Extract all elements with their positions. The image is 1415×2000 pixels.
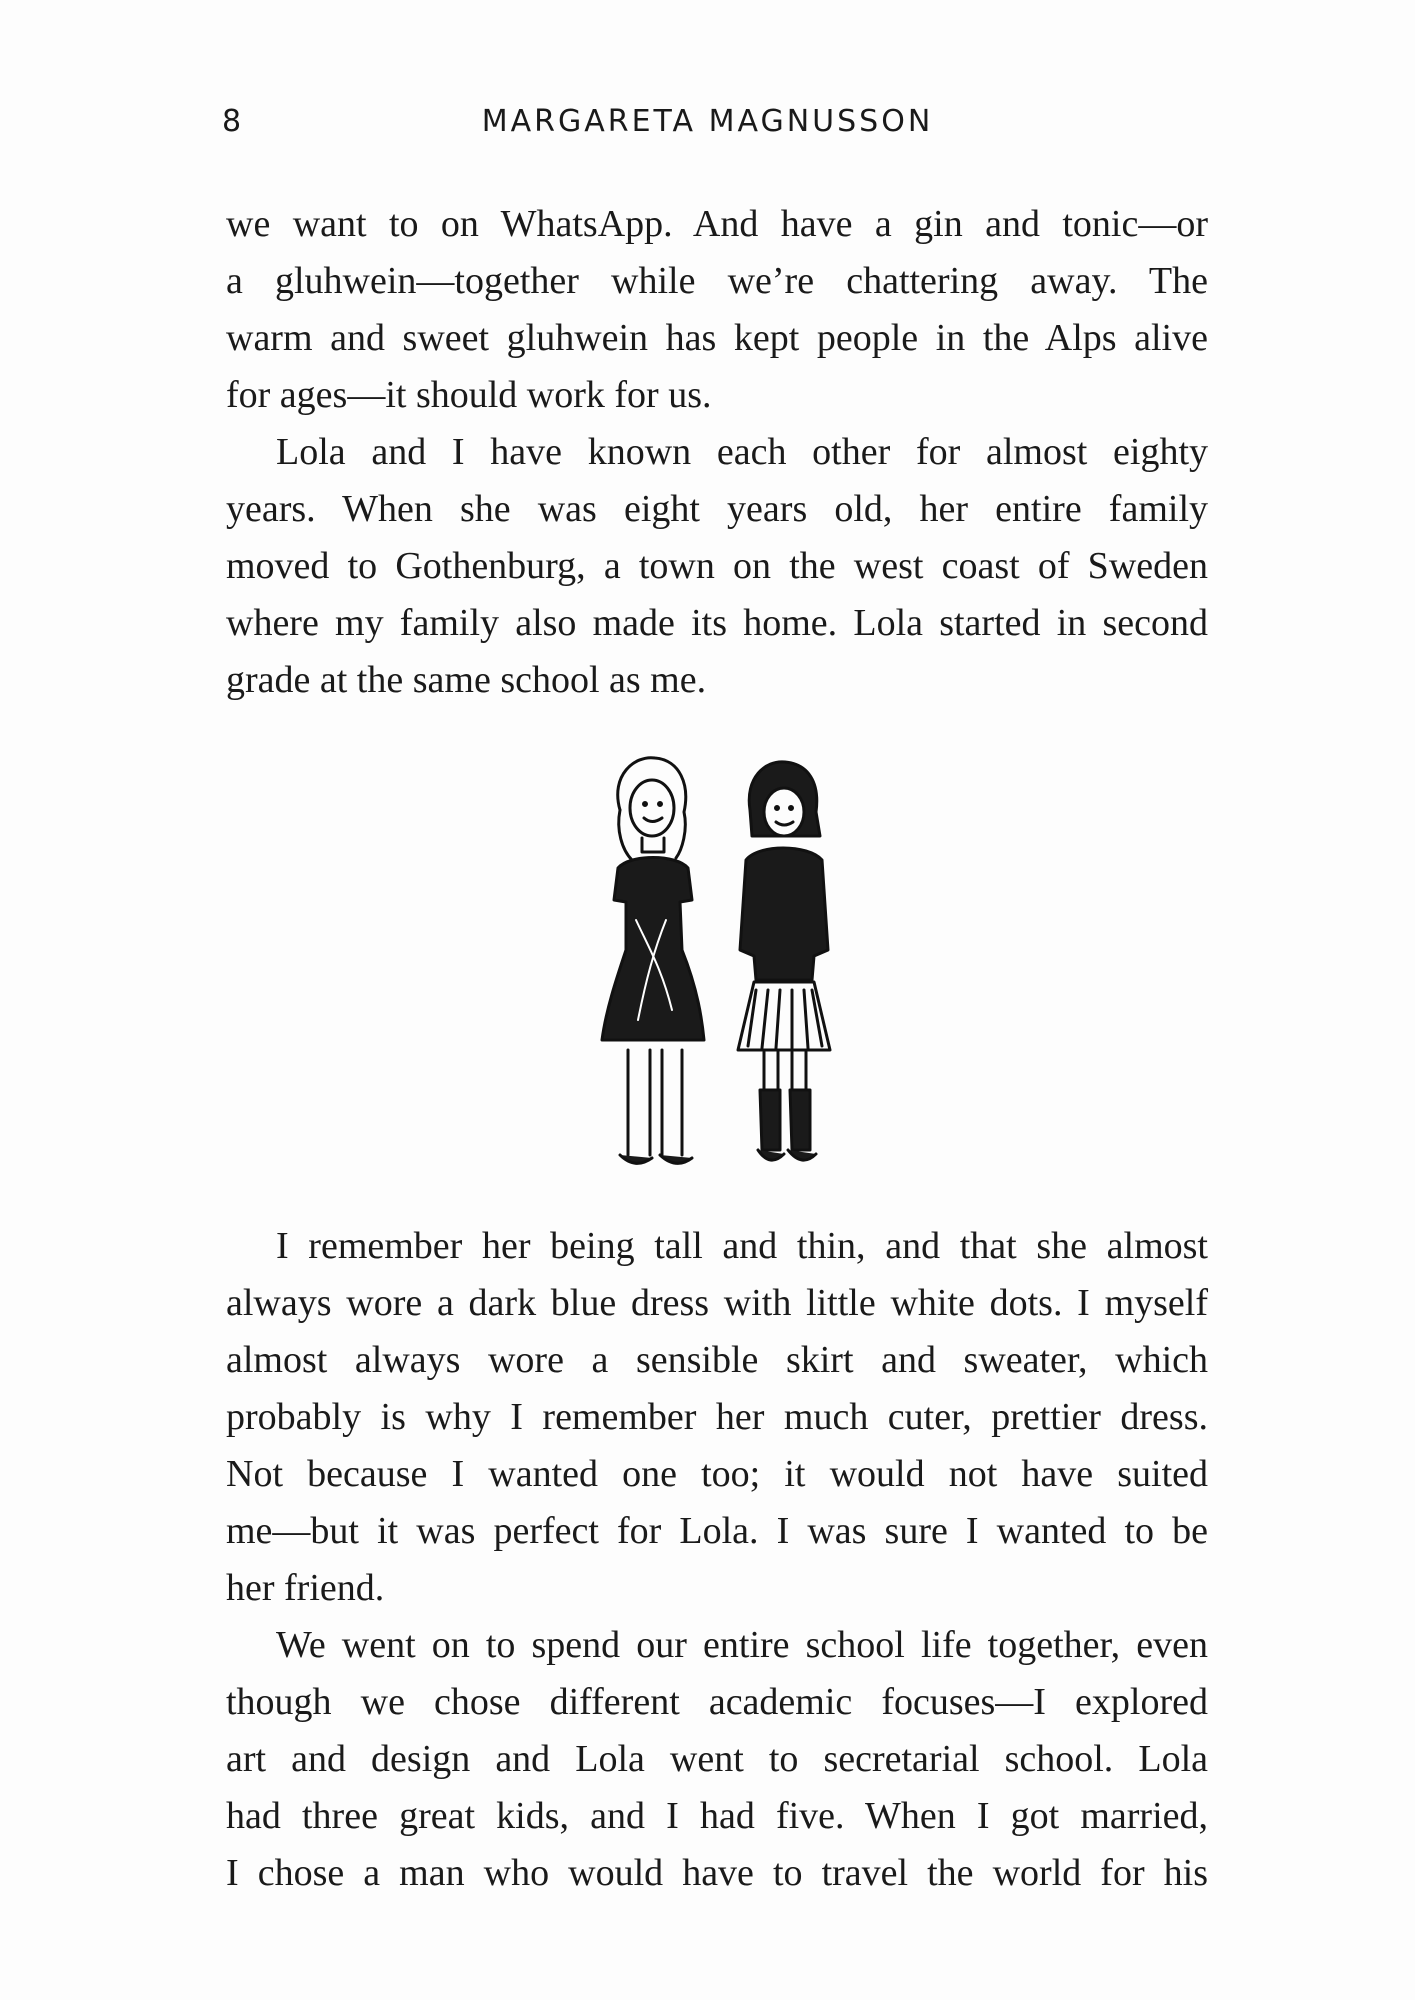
running-head: MARGARETA MAGNUSSON	[481, 104, 934, 139]
text-line: art and design and Lola went to secretarial school. Lola	[226, 1738, 1208, 1780]
text-line: warm and sweet gluhwein has kept people in the Alps alive	[226, 317, 1208, 359]
text-line: me—but it was perfect for Lola. I was sure I wanted to be	[226, 1510, 1208, 1552]
text-line: a gluhwein—together while we’re chattering away. The	[226, 260, 1208, 302]
text-block-bottom	[226, 1218, 1208, 1902]
two-girls-illustration	[580, 750, 850, 1190]
text-line: had three great kids, and I had five. When I got married,	[226, 1795, 1208, 1837]
text-line: we want to on WhatsApp. And have a gin and tonic—or	[226, 203, 1208, 245]
text-line: grade at the same school as me.	[226, 659, 707, 701]
text-line: I chose a man who would have to travel the world for his	[226, 1852, 1208, 1894]
paragraph	[226, 1617, 1208, 1902]
text-line: though we chose different academic focuses—I explored	[226, 1681, 1208, 1723]
text-line: almost always wore a sensible skirt and sweater, which	[226, 1339, 1208, 1381]
text-line: years. When she was eight years old, her entire family	[226, 488, 1208, 530]
text-line: her friend.	[226, 1567, 385, 1609]
text-line: I remember her being tall and thin, and that she almost	[276, 1225, 1208, 1267]
text-line: always wore a dark blue dress with little white dots. I myself	[226, 1282, 1208, 1324]
text-line: Not because I wanted one too; it would not have suited	[226, 1453, 1208, 1495]
text-line: for ages—it should work for us.	[226, 374, 712, 416]
page-number: 8	[222, 104, 243, 139]
text-line: Lola and I have known each other for almost eighty	[276, 431, 1208, 473]
text-line: We went on to spend our entire school life together, even	[276, 1624, 1208, 1666]
text-block-top	[226, 196, 1208, 709]
two-girls-sketch-icon	[580, 750, 850, 1190]
text-line: probably is why I remember her much cuter, prettier dress.	[226, 1396, 1208, 1438]
paragraph	[226, 1218, 1208, 1617]
text-line: where my family also made its home. Lola started in second	[226, 602, 1208, 644]
paragraph	[226, 424, 1208, 709]
text-line: moved to Gothenburg, a town on the west coast of Sweden	[226, 545, 1208, 587]
paragraph	[226, 196, 1208, 424]
